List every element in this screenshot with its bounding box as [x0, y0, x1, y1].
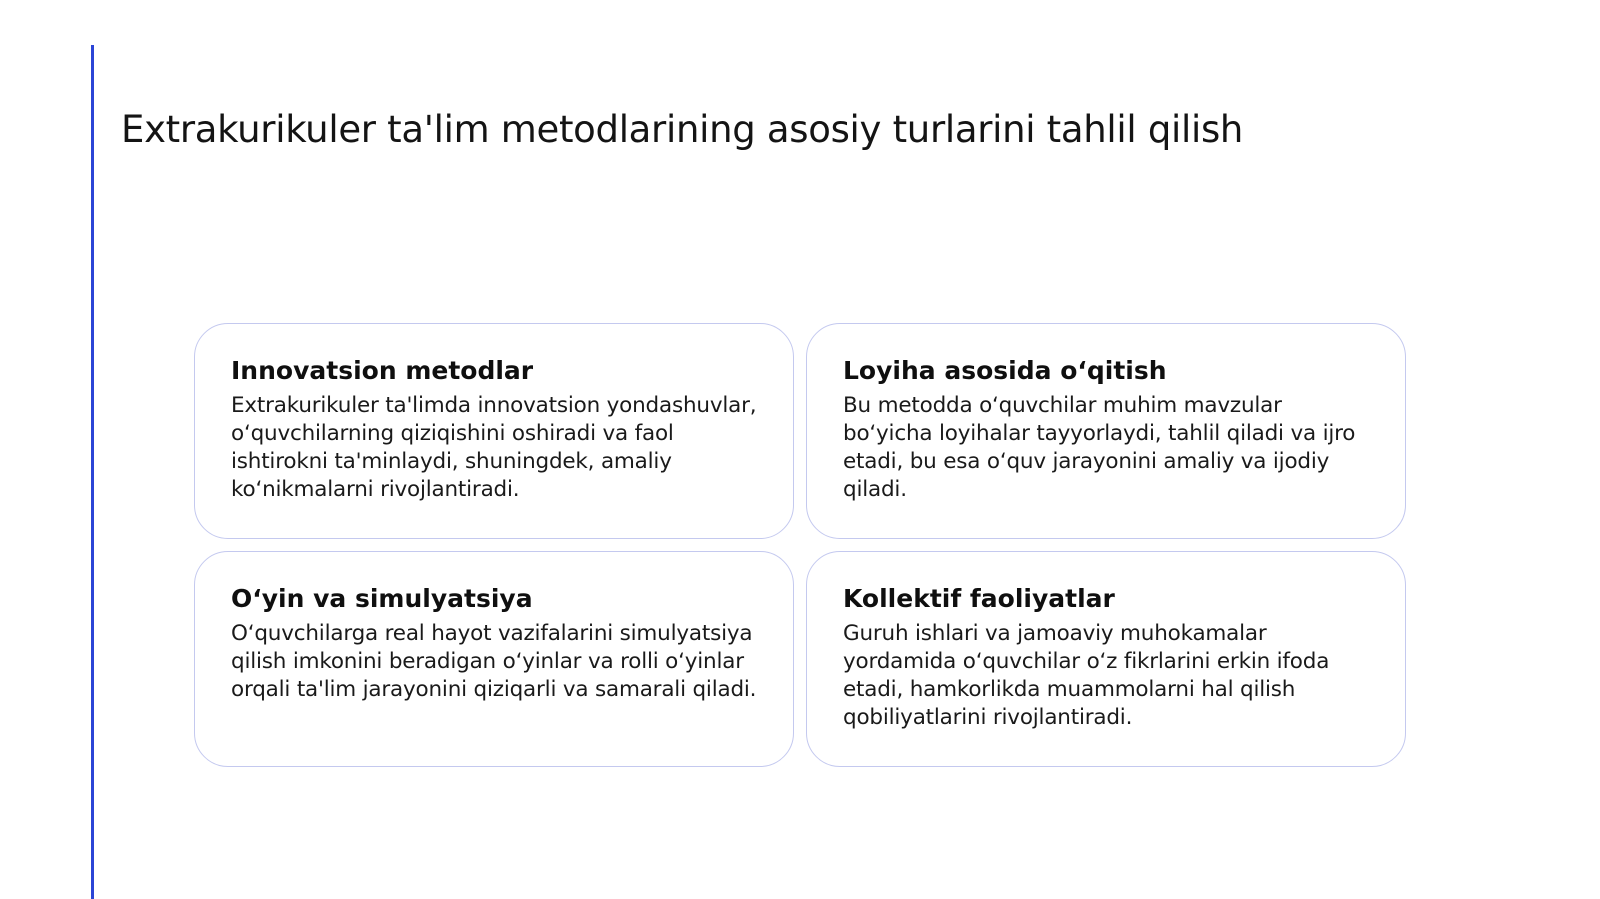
card-text: Bu metodda o‘quvchilar muhim mavzular bo‘yicha loyihalar tayyorlaydi, tahlil qiladi va ijro etadi, bu esa o‘quv jarayonini amaliy va ijodiy qiladi.	[843, 393, 1356, 502]
card-heading: Innovatsion metodlar	[231, 356, 534, 385]
card-games-and-simulation	[194, 551, 794, 767]
card-innovative-methods	[194, 323, 794, 539]
slide-title: Extrakurikuler ta'lim metodlarining asosiy turlarini tahlil qilish	[121, 108, 1244, 151]
card-text: O‘quvchilarga real hayot vazifalarini simulyatsiya qilish imkonini beradigan o‘yinlar va rolli o‘yinlar orqali ta'lim jarayonini qiziqarli va samarali qiladi.	[231, 621, 757, 702]
card-collective-activities	[806, 551, 1406, 767]
card-project-based-learning	[806, 323, 1406, 539]
card-text: Extrakurikuler ta'limda innovatsion yondashuvlar, o‘quvchilarning qiziqishini oshiradi va faol ishtirokni ta'minlaydi, shuningdek, amaliy ko‘nikmalarni rivojlantiradi.	[231, 393, 757, 502]
accent-bar	[91, 45, 94, 899]
card-text: Guruh ishlari va jamoaviy muhokamalar yordamida o‘quvchilar o‘z fikrlarini erkin ifoda etadi, hamkorlikda muammolarni hal qilish qobiliyatlarini rivojlantiradi.	[843, 621, 1330, 730]
card-heading: Kollektif faoliyatlar	[843, 584, 1115, 613]
card-heading: O‘yin va simulyatsiya	[231, 584, 533, 613]
card-heading: Loyiha asosida o‘qitish	[843, 356, 1167, 385]
